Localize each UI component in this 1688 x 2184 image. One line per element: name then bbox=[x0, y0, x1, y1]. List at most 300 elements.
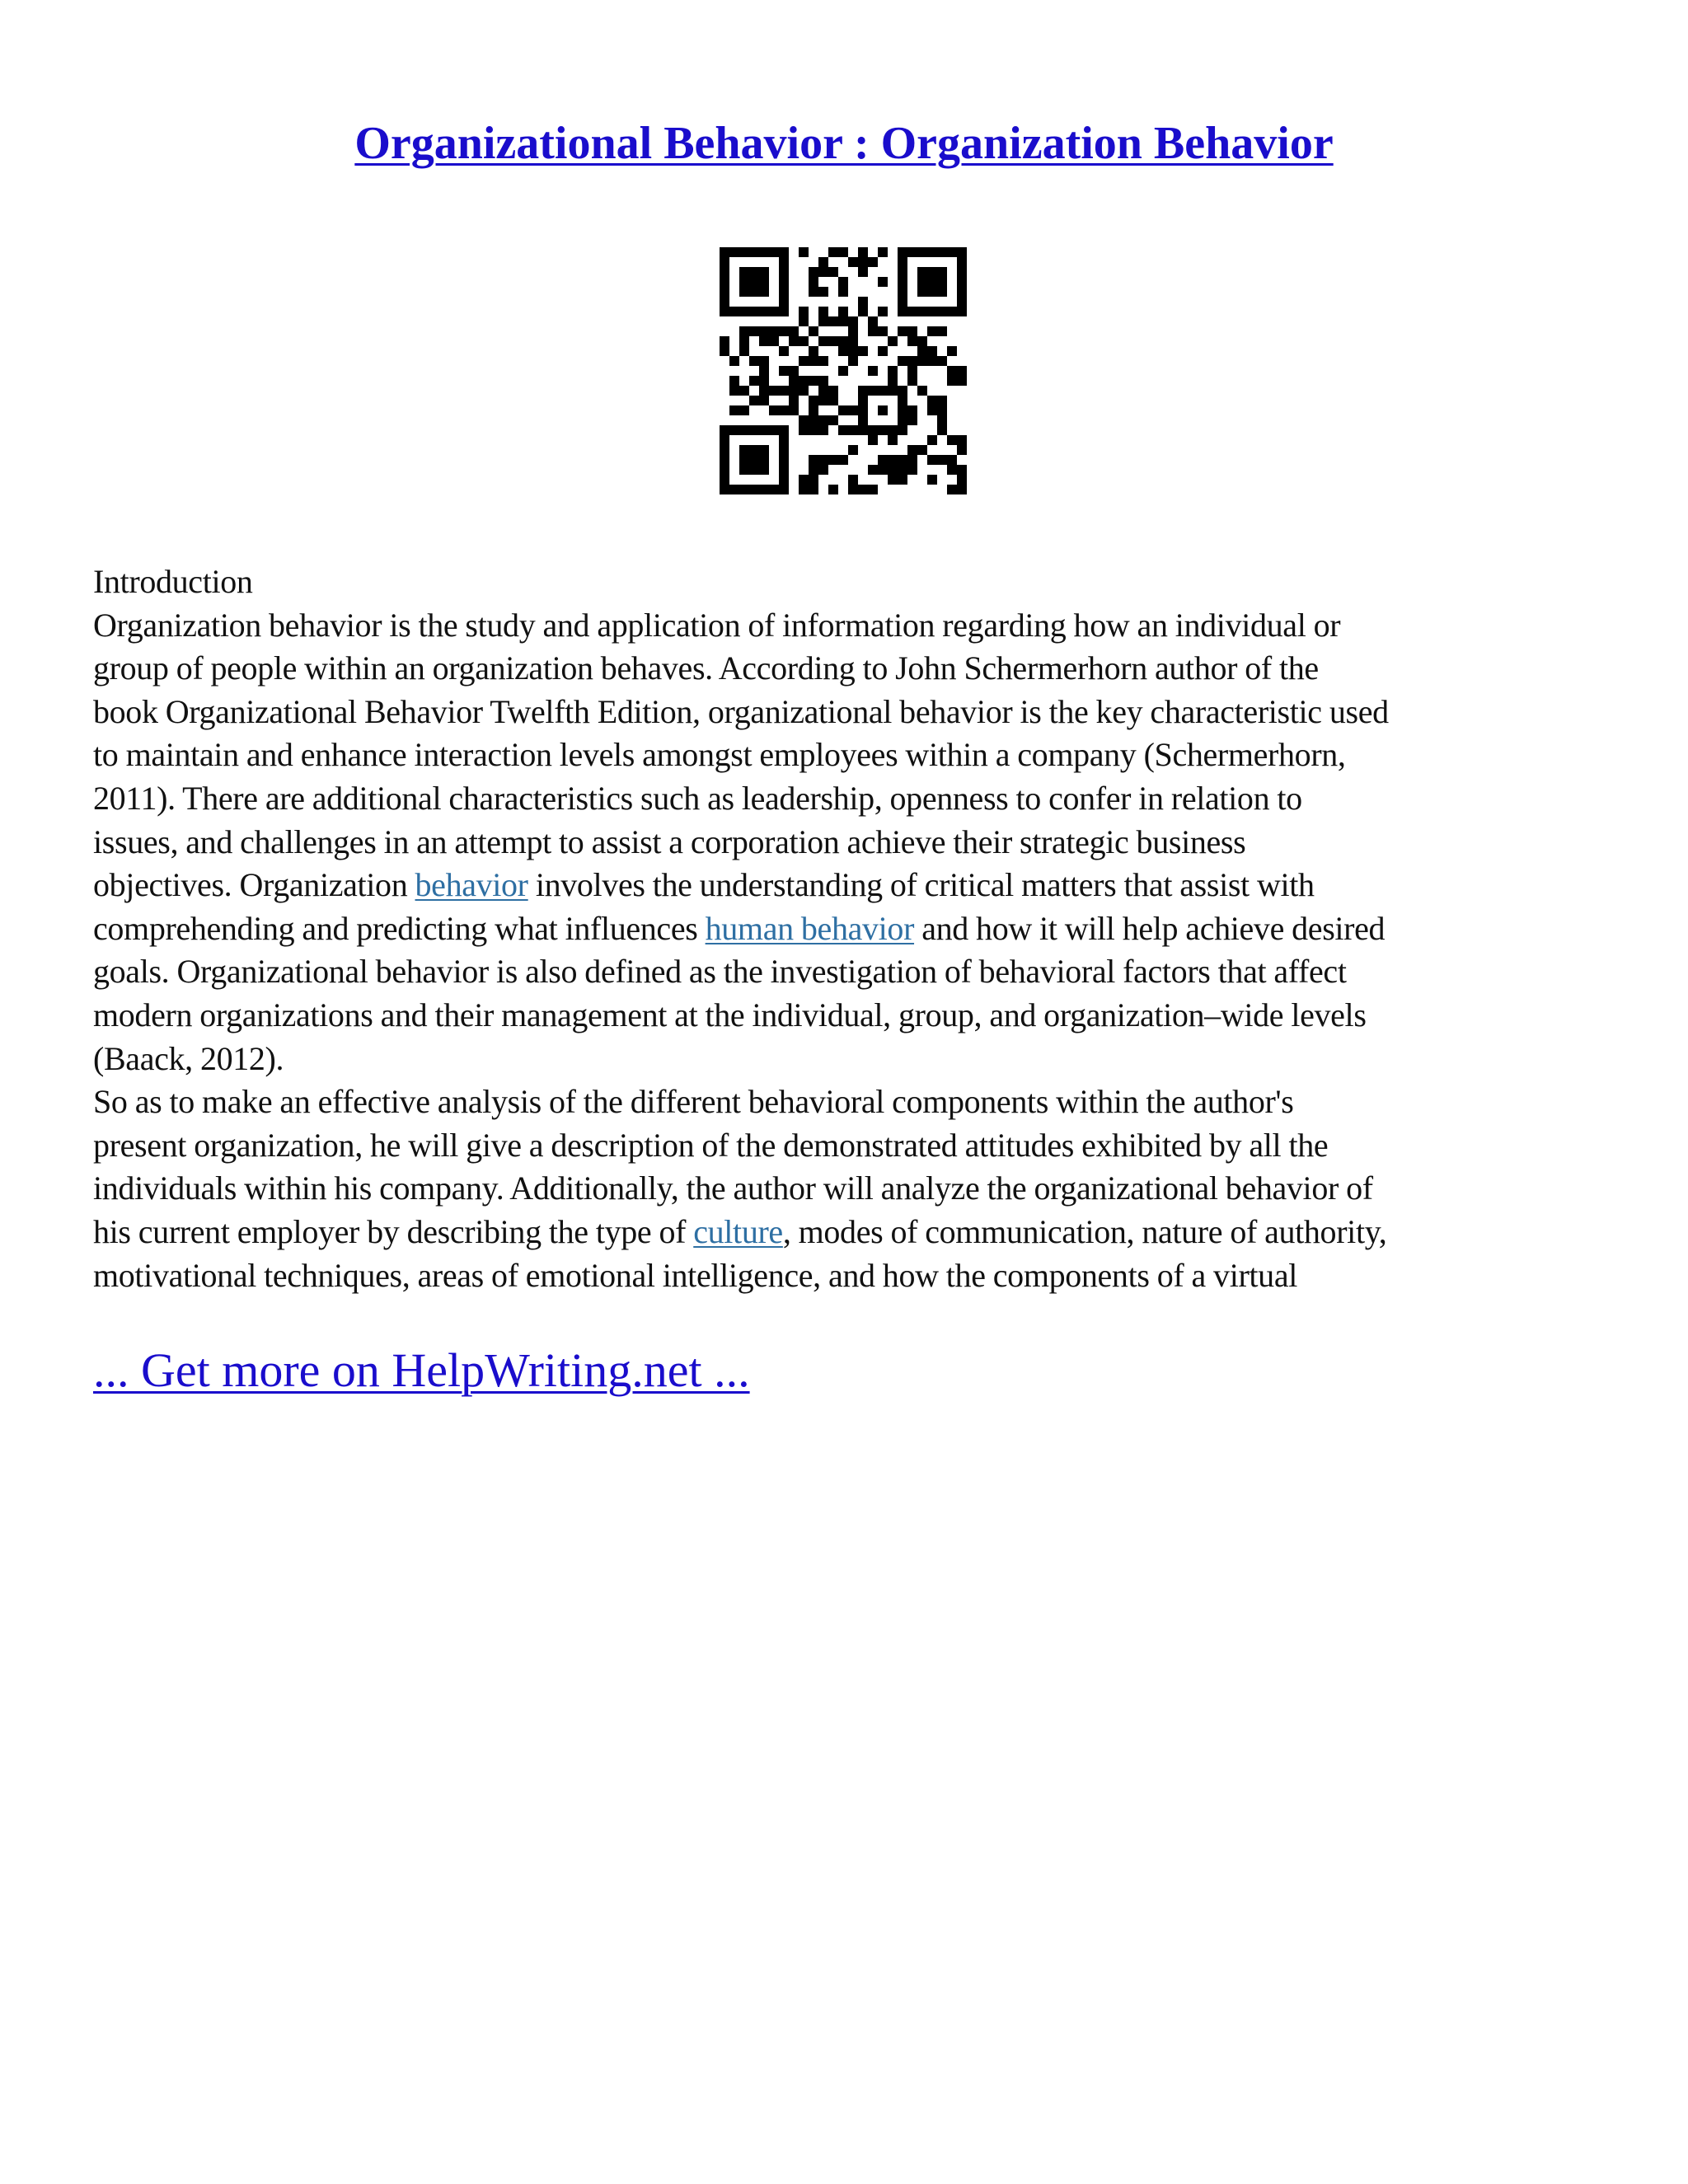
qr-module bbox=[759, 287, 769, 297]
qr-module bbox=[799, 386, 809, 396]
qr-module bbox=[878, 425, 888, 435]
qr-module bbox=[868, 326, 878, 336]
qr-module bbox=[809, 455, 818, 465]
qr-module bbox=[729, 485, 739, 494]
qr-module bbox=[818, 425, 828, 435]
qr-module bbox=[957, 435, 967, 445]
qr-module bbox=[789, 336, 799, 346]
qr-module bbox=[749, 425, 759, 435]
text-segment: motivational techniques, areas of emotional intelligence, and how the components of a virtual bbox=[93, 1256, 1298, 1294]
qr-module bbox=[907, 247, 917, 257]
qr-module bbox=[779, 405, 789, 415]
qr-module bbox=[818, 316, 828, 326]
qr-module bbox=[888, 425, 898, 435]
text-segment: comprehending and predicting what influences bbox=[93, 909, 706, 947]
qr-module bbox=[898, 307, 907, 316]
qr-module bbox=[729, 386, 739, 396]
qr-module bbox=[799, 247, 809, 257]
qr-module bbox=[838, 307, 848, 316]
qr-module bbox=[749, 307, 759, 316]
qr-module bbox=[769, 485, 779, 494]
qr-module bbox=[888, 475, 898, 485]
qr-module bbox=[749, 485, 759, 494]
qr-module bbox=[917, 356, 927, 366]
qr-module bbox=[809, 425, 818, 435]
qr-module bbox=[927, 475, 937, 485]
qr-module bbox=[898, 386, 907, 396]
qr-module bbox=[957, 247, 967, 257]
qr-module bbox=[720, 485, 729, 494]
qr-module bbox=[957, 485, 967, 494]
qr-module bbox=[927, 396, 937, 405]
text-line bbox=[93, 733, 1610, 777]
qr-module bbox=[848, 485, 858, 494]
qr-module bbox=[828, 267, 838, 277]
qr-module bbox=[779, 287, 789, 297]
qr-module bbox=[809, 485, 818, 494]
qr-module bbox=[779, 366, 789, 376]
qr-module bbox=[898, 247, 907, 257]
qr-module bbox=[838, 336, 848, 346]
qr-module bbox=[789, 405, 799, 415]
qr-module bbox=[858, 396, 868, 405]
text-line bbox=[93, 1211, 1610, 1254]
qr-module bbox=[828, 336, 838, 346]
qr-module bbox=[898, 277, 907, 287]
qr-module bbox=[809, 415, 818, 425]
qr-module bbox=[759, 356, 769, 366]
text-segment: individuals within his company. Additionally, the author will analyze the organizational behavior of bbox=[93, 1169, 1373, 1207]
qr-module bbox=[759, 247, 769, 257]
qr-module bbox=[789, 386, 799, 396]
qr-module bbox=[828, 455, 838, 465]
qr-module bbox=[799, 316, 809, 326]
qr-module bbox=[759, 445, 769, 455]
qr-module bbox=[947, 307, 957, 316]
qr-module bbox=[868, 257, 878, 267]
qr-module bbox=[898, 297, 907, 307]
qr-module bbox=[739, 405, 749, 415]
qr-module bbox=[828, 485, 838, 494]
qr-module bbox=[739, 267, 749, 277]
qr-module bbox=[809, 346, 818, 356]
inline-link[interactable]: behavior bbox=[415, 866, 528, 904]
qr-module bbox=[858, 425, 868, 435]
text-segment: goals. Organizational behavior is also defined as the investigation of behavioral factors that affect bbox=[93, 953, 1347, 991]
qr-module bbox=[809, 326, 818, 336]
qr-module bbox=[759, 425, 769, 435]
qr-module bbox=[927, 277, 937, 287]
text-segment: So as to make an effective analysis of the different behavioral components within the author's bbox=[93, 1083, 1294, 1121]
qr-module bbox=[720, 297, 729, 307]
qr-module bbox=[838, 366, 848, 376]
inline-link[interactable]: human behavior bbox=[705, 909, 915, 947]
qr-module bbox=[759, 455, 769, 465]
qr-module bbox=[749, 326, 759, 336]
qr-module bbox=[720, 475, 729, 485]
qr-module bbox=[898, 396, 907, 405]
qr-module bbox=[759, 396, 769, 405]
qr-module bbox=[947, 366, 957, 376]
qr-module bbox=[947, 376, 957, 386]
qr-module bbox=[947, 485, 957, 494]
qr-module bbox=[809, 287, 818, 297]
qr-module bbox=[838, 405, 848, 415]
qr-module bbox=[799, 376, 809, 386]
qr-module bbox=[868, 435, 878, 445]
qr-module bbox=[739, 455, 749, 465]
qr-module bbox=[878, 405, 888, 415]
qr-module bbox=[769, 247, 779, 257]
qr-module bbox=[858, 386, 868, 396]
qr-module bbox=[947, 346, 957, 356]
qr-module bbox=[907, 445, 917, 455]
qr-module bbox=[739, 346, 749, 356]
qr-module bbox=[818, 386, 828, 396]
qr-module bbox=[749, 247, 759, 257]
qr-module bbox=[759, 485, 769, 494]
qr-module bbox=[838, 455, 848, 465]
section-heading: Introduction bbox=[93, 563, 253, 600]
paragraph-lines bbox=[93, 604, 1610, 1298]
qr-module bbox=[878, 307, 888, 316]
qr-module bbox=[848, 445, 858, 455]
qr-module bbox=[917, 287, 927, 297]
qr-module bbox=[858, 346, 868, 356]
qr-module bbox=[957, 277, 967, 287]
qr-module bbox=[809, 465, 818, 475]
get-more-link[interactable]: ... Get more on HelpWriting.net ... bbox=[93, 1343, 750, 1397]
text-line bbox=[93, 821, 1610, 865]
qr-module bbox=[937, 356, 947, 366]
qr-module bbox=[898, 287, 907, 297]
qr-module bbox=[927, 455, 937, 465]
qr-module bbox=[858, 257, 868, 267]
qr-module bbox=[937, 455, 947, 465]
qr-module bbox=[868, 485, 878, 494]
qr-module bbox=[720, 277, 729, 287]
qr-module bbox=[720, 435, 729, 445]
qr-module bbox=[759, 277, 769, 287]
qr-module bbox=[759, 307, 769, 316]
qr-module bbox=[957, 465, 967, 475]
qr-module bbox=[848, 356, 858, 366]
qr-module bbox=[720, 287, 729, 297]
qr-module bbox=[779, 346, 789, 356]
qr-module bbox=[739, 336, 749, 346]
qr-module bbox=[779, 267, 789, 277]
qr-code-icon bbox=[720, 247, 967, 494]
qr-module bbox=[858, 415, 868, 425]
qr-module bbox=[898, 465, 907, 475]
text-segment: and how it will help achieve desired bbox=[914, 909, 1386, 947]
qr-module bbox=[937, 247, 947, 257]
qr-module bbox=[957, 257, 967, 267]
qr-module bbox=[769, 307, 779, 316]
qr-module bbox=[720, 247, 729, 257]
text-segment: (Baack, 2012). bbox=[93, 1039, 284, 1077]
qr-module bbox=[927, 247, 937, 257]
qr-module bbox=[729, 405, 739, 415]
qr-module bbox=[809, 405, 818, 415]
qr-module bbox=[818, 455, 828, 465]
qr-module bbox=[749, 376, 759, 386]
qr-module bbox=[848, 346, 858, 356]
qr-module bbox=[927, 346, 937, 356]
qr-module bbox=[769, 425, 779, 435]
qr-module bbox=[838, 346, 848, 356]
qr-module bbox=[917, 445, 927, 455]
qr-module bbox=[779, 247, 789, 257]
qr-module bbox=[789, 396, 799, 405]
text-segment: objectives. Organization bbox=[93, 866, 415, 904]
qr-module bbox=[858, 405, 868, 415]
qr-module bbox=[818, 267, 828, 277]
qr-module bbox=[769, 336, 779, 346]
qr-module bbox=[720, 455, 729, 465]
qr-module bbox=[749, 396, 759, 405]
qr-module bbox=[858, 485, 868, 494]
qr-module bbox=[947, 435, 957, 445]
qr-module bbox=[739, 485, 749, 494]
qr-module bbox=[779, 465, 789, 475]
text-segment: book Organizational Behavior Twelfth Edition, organizational behavior is the key characteristic used bbox=[93, 692, 1389, 730]
text-segment: issues, and challenges in an attempt to assist a corporation achieve their strategic business bbox=[93, 823, 1246, 860]
qr-module bbox=[779, 445, 789, 455]
qr-module bbox=[937, 415, 947, 425]
qr-module bbox=[818, 257, 828, 267]
qr-module bbox=[739, 445, 749, 455]
text-segment: group of people within an organization behaves. According to John Schermerhorn author of the bbox=[93, 649, 1319, 687]
qr-module bbox=[957, 287, 967, 297]
qr-module bbox=[759, 386, 769, 396]
qr-module bbox=[720, 445, 729, 455]
qr-module bbox=[907, 455, 917, 465]
qr-module bbox=[759, 267, 769, 277]
qr-module bbox=[947, 455, 957, 465]
text-line bbox=[93, 1254, 1610, 1298]
qr-module bbox=[878, 326, 888, 336]
qr-module bbox=[848, 405, 858, 415]
qr-module bbox=[818, 356, 828, 366]
qr-module bbox=[828, 316, 838, 326]
text-line bbox=[93, 994, 1610, 1038]
qr-module bbox=[898, 267, 907, 277]
document-title bbox=[0, 115, 1688, 171]
qr-module bbox=[779, 326, 789, 336]
qr-module bbox=[779, 435, 789, 445]
qr-module bbox=[779, 475, 789, 485]
qr-module bbox=[907, 307, 917, 316]
qr-module bbox=[917, 336, 927, 346]
qr-module bbox=[828, 247, 838, 257]
qr-module bbox=[927, 326, 937, 336]
inline-link[interactable]: culture bbox=[693, 1212, 783, 1250]
qr-module bbox=[937, 307, 947, 316]
qr-module bbox=[809, 376, 818, 386]
qr-module bbox=[888, 386, 898, 396]
qr-module bbox=[917, 267, 927, 277]
qr-module bbox=[858, 297, 868, 307]
qr-module bbox=[957, 297, 967, 307]
qr-module bbox=[720, 307, 729, 316]
qr-module bbox=[848, 336, 858, 346]
qr-module bbox=[898, 356, 907, 366]
qr-module bbox=[769, 386, 779, 396]
qr-module bbox=[947, 465, 957, 475]
qr-module bbox=[848, 475, 858, 485]
qr-module bbox=[729, 307, 739, 316]
qr-module bbox=[878, 386, 888, 396]
qr-module bbox=[888, 336, 898, 346]
text-segment: modern organizations and their management at the individual, group, and organization–wide levels bbox=[93, 996, 1367, 1033]
qr-module bbox=[720, 257, 729, 267]
qr-module bbox=[779, 425, 789, 435]
qr-module bbox=[848, 257, 858, 267]
text-line bbox=[93, 950, 1610, 994]
qr-module bbox=[769, 405, 779, 415]
qr-module bbox=[729, 356, 739, 366]
qr-module bbox=[917, 247, 927, 257]
qr-module bbox=[907, 465, 917, 475]
document-title-link[interactable]: Organizational Behavior : Organization Behavior bbox=[354, 118, 1334, 169]
text-line bbox=[93, 1038, 1610, 1081]
qr-module bbox=[749, 267, 759, 277]
qr-module bbox=[838, 287, 848, 297]
get-more-container bbox=[93, 1342, 750, 1399]
text-segment: his current employer by describing the type of bbox=[93, 1212, 694, 1250]
qr-module bbox=[937, 267, 947, 277]
qr-module bbox=[898, 455, 907, 465]
qr-module bbox=[907, 405, 917, 415]
qr-module bbox=[858, 267, 868, 277]
qr-module bbox=[927, 307, 937, 316]
qr-module bbox=[957, 267, 967, 277]
qr-module bbox=[838, 277, 848, 287]
qr-module bbox=[888, 376, 898, 386]
qr-module bbox=[878, 277, 888, 287]
qr-module bbox=[878, 346, 888, 356]
qr-module bbox=[818, 307, 828, 316]
text-segment: Organization behavior is the study and application of information regarding how an individual or bbox=[93, 606, 1341, 644]
qr-module bbox=[759, 376, 769, 386]
qr-module bbox=[838, 316, 848, 326]
qr-module bbox=[878, 455, 888, 465]
qr-module bbox=[729, 425, 739, 435]
qr-module bbox=[957, 445, 967, 455]
qr-module bbox=[809, 267, 818, 277]
text-line bbox=[93, 1124, 1610, 1168]
qr-module bbox=[739, 386, 749, 396]
qr-module bbox=[779, 277, 789, 287]
qr-module bbox=[749, 277, 759, 287]
qr-module bbox=[799, 336, 809, 346]
qr-module bbox=[828, 396, 838, 405]
qr-module bbox=[818, 287, 828, 297]
text-segment: 2011). There are additional characteristics such as leadership, openness to confer in relation to bbox=[93, 779, 1302, 817]
qr-module bbox=[720, 346, 729, 356]
qr-module bbox=[858, 247, 868, 257]
qr-module bbox=[907, 326, 917, 336]
qr-module bbox=[907, 336, 917, 346]
qr-module bbox=[779, 257, 789, 267]
qr-module bbox=[957, 307, 967, 316]
text-line bbox=[93, 1080, 1610, 1124]
qr-module bbox=[818, 396, 828, 405]
qr-module bbox=[799, 475, 809, 485]
qr-module bbox=[789, 326, 799, 336]
qr-module bbox=[739, 287, 749, 297]
qr-module bbox=[917, 386, 927, 396]
qr-module bbox=[720, 336, 729, 346]
text-segment: , modes of communication, nature of authority, bbox=[782, 1212, 1387, 1250]
qr-module bbox=[749, 356, 759, 366]
qr-module bbox=[818, 465, 828, 475]
qr-module bbox=[779, 307, 789, 316]
qr-module bbox=[898, 257, 907, 267]
qr-module bbox=[858, 307, 868, 316]
qr-module bbox=[818, 376, 828, 386]
text-line bbox=[93, 1167, 1610, 1211]
qr-module bbox=[779, 386, 789, 396]
qr-module bbox=[957, 475, 967, 485]
qr-module bbox=[759, 366, 769, 376]
qr-module bbox=[749, 445, 759, 455]
qr-module bbox=[720, 425, 729, 435]
qr-module bbox=[789, 366, 799, 376]
qr-module bbox=[848, 425, 858, 435]
qr-module bbox=[779, 297, 789, 307]
qr-module bbox=[739, 326, 749, 336]
qr-module bbox=[720, 267, 729, 277]
qr-module bbox=[739, 465, 749, 475]
qr-module bbox=[739, 247, 749, 257]
qr-module bbox=[739, 277, 749, 287]
qr-module bbox=[739, 307, 749, 316]
qr-module bbox=[809, 475, 818, 485]
qr-module bbox=[947, 247, 957, 257]
qr-module bbox=[907, 415, 917, 425]
qr-module bbox=[759, 465, 769, 475]
qr-module bbox=[779, 455, 789, 465]
text-line bbox=[93, 777, 1610, 821]
text-line bbox=[93, 691, 1610, 734]
qr-module bbox=[937, 326, 947, 336]
qr-module bbox=[848, 326, 858, 336]
qr-module bbox=[799, 485, 809, 494]
text-line bbox=[93, 864, 1610, 907]
qr-module bbox=[917, 307, 927, 316]
qr-module bbox=[739, 425, 749, 435]
qr-module bbox=[927, 405, 937, 415]
qr-module bbox=[937, 405, 947, 415]
qr-module bbox=[749, 455, 759, 465]
qr-module bbox=[927, 356, 937, 366]
qr-module bbox=[927, 435, 937, 445]
qr-module bbox=[907, 366, 917, 376]
qr-module bbox=[907, 376, 917, 386]
qr-module bbox=[898, 405, 907, 415]
qr-module bbox=[907, 356, 917, 366]
qr-module bbox=[809, 396, 818, 405]
qr-module bbox=[868, 316, 878, 326]
qr-module bbox=[898, 425, 907, 435]
qr-module bbox=[937, 396, 947, 405]
qr-module bbox=[789, 376, 799, 386]
qr-module bbox=[898, 475, 907, 485]
qr-module bbox=[799, 356, 809, 366]
qr-module bbox=[937, 277, 947, 287]
